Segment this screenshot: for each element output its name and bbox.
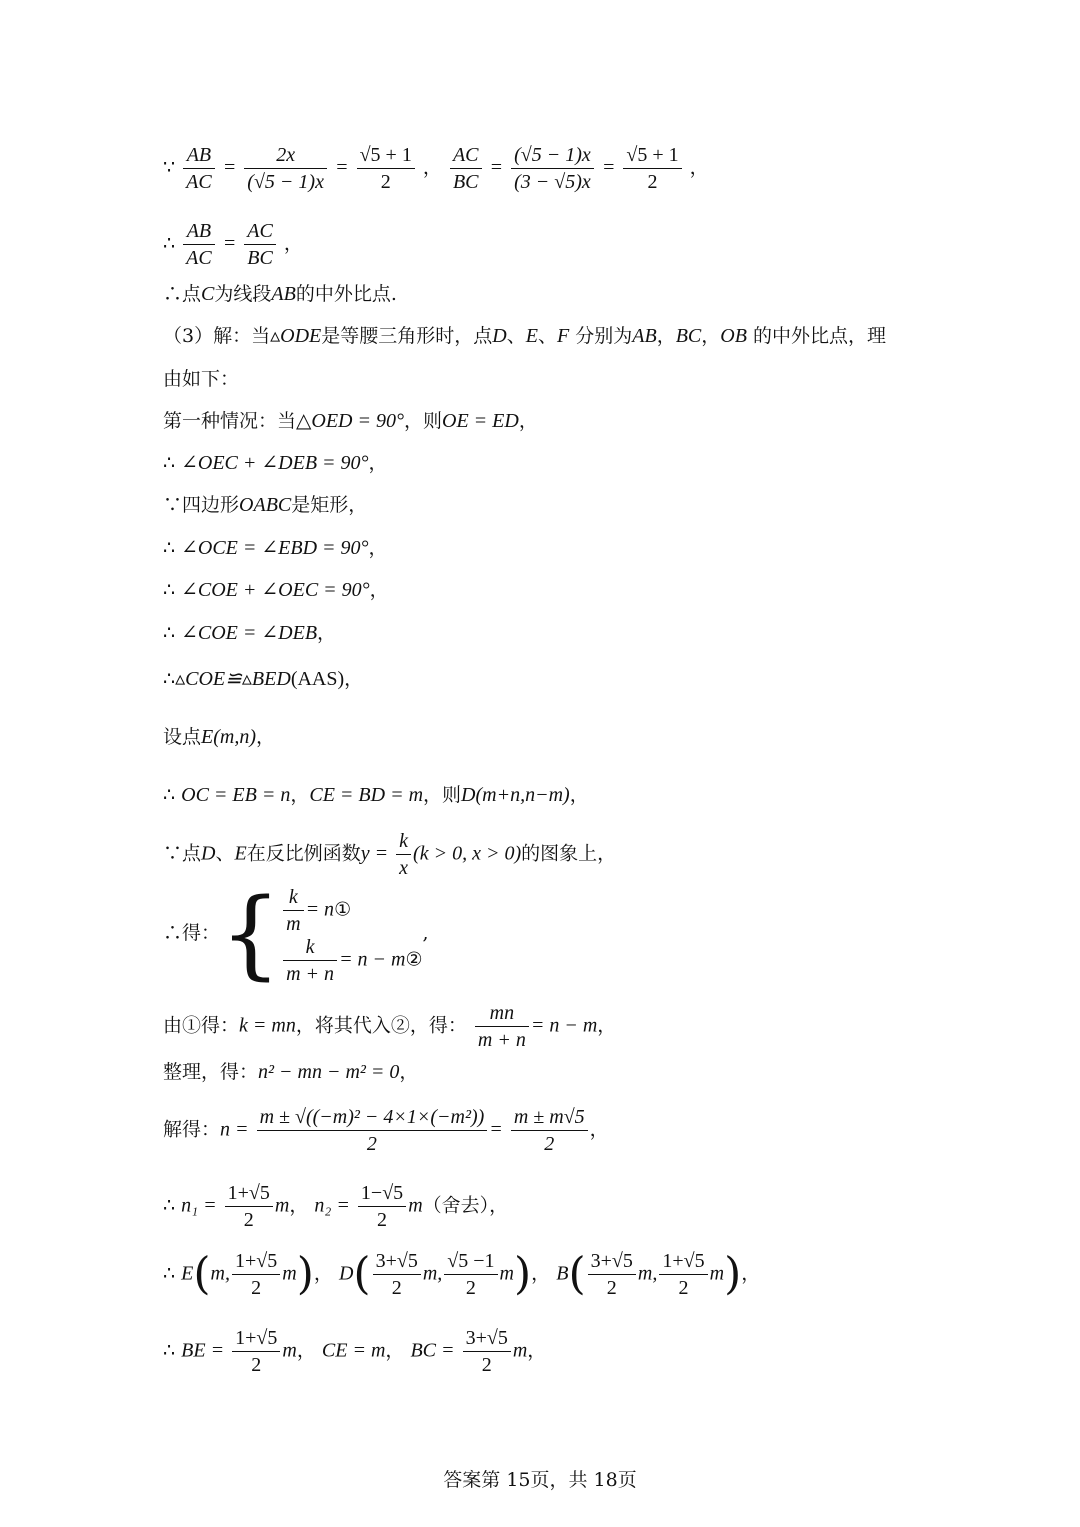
line-ratio-equal: ∴ $\frac{AB}{AC}$ = $\frac{AC}{BC}$ ， — [163, 220, 303, 269]
line-inverse-function: ∵点D、E在反比例函数y = $\frac{k}{x}$ (k > 0, x > 0)的图象上， — [163, 830, 617, 879]
left-brace: { — [220, 878, 282, 990]
line-set-point-e: 设点E(m,n)， — [163, 726, 276, 748]
equation-system: $\frac{k}{m}$ = n① $\frac{k}{m + n}$ = n − m② — [281, 884, 422, 984]
line-simplify: 整理，得：n² − mn − m² = 0， — [163, 1061, 419, 1083]
line-roots: ∴ n₁ = $\frac{1+√5}{2}$ m， n₂ = $\frac{1-√5}{2}$ m（舍去）， — [163, 1182, 509, 1231]
line-coordinates: ∴ E(m, $\frac{1+√5}{2}$ m)， D( $\frac{3+√5}{2}$ m, $\frac{√5 -1}{2}$ m)， B( $\frac{3+√5}{2}$ m, $\frac{1+√5}{2}$ m)， — [163, 1248, 761, 1300]
line-angle-equal: ∴ ∠COE = ∠DEB， — [163, 622, 337, 644]
line-congruent: ∴▵COE≌▵BED(AAS)， — [163, 668, 364, 690]
line-lengths: ∴ OC = EB = n，CE = BD = m，则D(m+n,n−m)， — [163, 784, 589, 806]
line-conclusion-c: ∴点C为线段AB的中外比点. — [163, 283, 397, 305]
line-substitute: 由①得：k = mn，将其代入②，得： $\frac{mn}{m + n}$ = n − m， — [163, 1002, 617, 1051]
therefore-symbol: ∴ — [163, 232, 176, 255]
because-symbol: ∵ — [163, 156, 176, 179]
line-solve: 解得：n = $\frac{\text{m ± √((−m)² − 4×1×(−m²))}}{2}$ = $\frac{m \pm m√5}{2}$ ， — [163, 1106, 609, 1155]
line-reason-intro: 由如下： — [163, 368, 240, 390]
page-footer: 答案第 15页，共 18页 — [443, 1469, 637, 1491]
line-case-one: 第一种情况：当△OED = 90°，则OE = ED， — [163, 410, 538, 432]
line-angle-sum-1: ∴ ∠OEC + ∠DEB = 90°， — [163, 452, 388, 474]
line-part3-statement: （3）解：当▵ODE是等腰三角形时，点D、E、F 分别为AB，BC，OB 的中外比点，理 — [163, 325, 887, 347]
line-rectangle: ∵四边形OABC是矩形， — [163, 494, 368, 516]
line-right-angles: ∴ ∠OCE = ∠EBD = 90°， — [163, 537, 388, 559]
line-angle-sum-2: ∴ ∠COE + ∠OEC = 90°， — [163, 579, 389, 601]
line-system: ∴得：{ $\frac{k}{m}$ = n① $\frac{k}{m + n}$ = n − m② , — [163, 878, 429, 990]
line-segment-lengths: ∴ BE = $\frac{1+√5}{2}$ m， CE = m， BC = $\frac{3+√5}{2}$ m， — [163, 1327, 547, 1376]
line-ratio-proof: ∵ $\frac{AB}{AC}$ = $\frac{2x}{(√5 - 1)x}$ = $\frac{√5 + 1}{2}$ ， $\frac{AC}{BC}$ = $\frac{(√5 - 1)x}{(3 - √5)x}$ = $\frac{√5 + 1}{2}$ ， — [163, 144, 709, 193]
